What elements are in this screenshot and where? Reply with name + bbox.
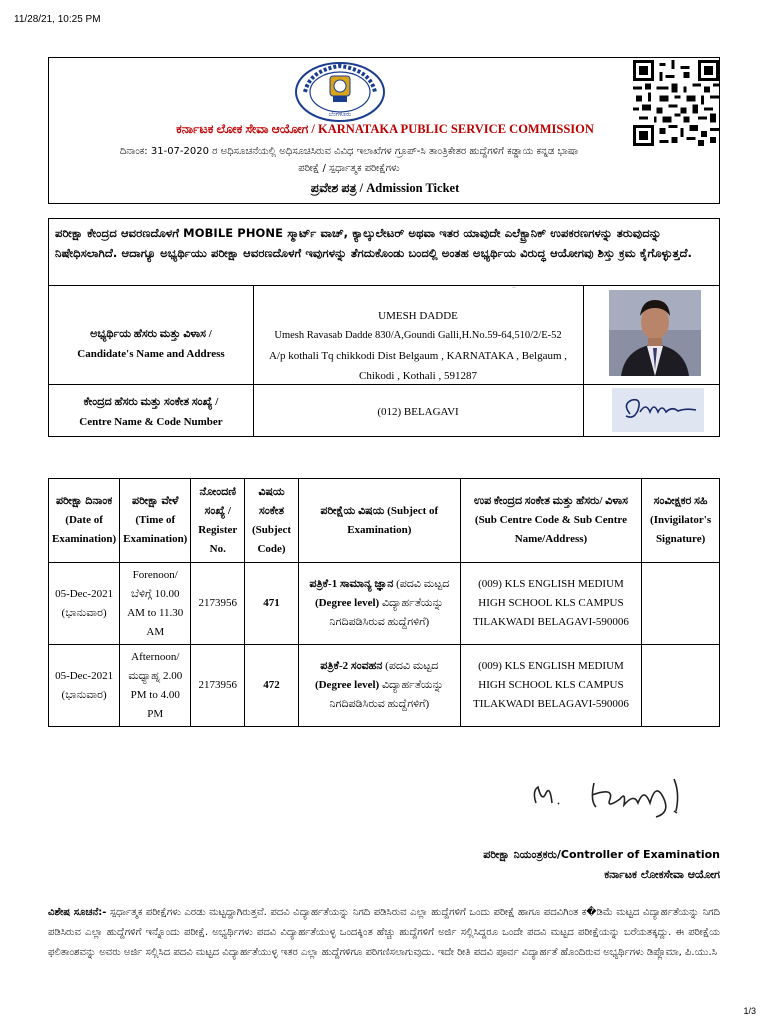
centre-name-label	[49, 392, 253, 432]
exam-date-value: 05-Dec-2021	[55, 587, 114, 600]
sub-centre: (009) KLS ENGLISH MEDIUM HIGH SCHOOL KLS CAMPUS TILAKWADI BELAGAVI-590006	[460, 645, 641, 727]
register-number: 2173956	[191, 563, 245, 645]
candidate-name-label-kn: ಅಭ್ಯರ್ಥಿಯ ಹೆಸರು ಮತ್ತು ವಿಳಾಸ /	[90, 328, 212, 340]
header-time: ಪರೀಕ್ಷಾ ವೇಳೆ (Time of Examination)	[120, 479, 191, 563]
subject-title: ಪತ್ರಿಕೆ-2 ಸಂವಹನ	[320, 660, 383, 672]
candidate-address-line-2: A/p kothali Tq chikkodi Dist Belgaum , KARNATAKA , Belgaum ,	[268, 350, 568, 362]
controller-title-line-2: ಕರ್ನಾಟಕ ಲೋಕಸೇವಾ ಆಯೋಗ	[604, 868, 720, 881]
subject-level: (Degree level)	[314, 597, 380, 609]
exam-schedule-table	[48, 478, 720, 727]
admission-ticket-title: ಪ್ರವೇಶ ಪತ್ರ / Admission Ticket	[310, 181, 460, 195]
exam-subject	[298, 645, 460, 727]
table-divider	[583, 286, 584, 436]
table-row	[49, 645, 720, 727]
exam-time: Forenoon/ ಬೆಳಿಗ್ಗೆ 10.00 AM to 11.30 AM	[120, 563, 191, 645]
ticket-header	[48, 57, 720, 204]
note-label: ವಿಶೇಷ ಸೂಚನೆ:-	[48, 907, 107, 918]
subject-detail: (ಪದವಿ ಮಟ್ಟದ	[393, 578, 450, 590]
candidate-signature	[512, 288, 704, 432]
invigilator-signature	[642, 563, 720, 645]
candidate-details-table	[48, 285, 720, 437]
subject-code: 471	[245, 563, 299, 645]
exam-date	[49, 563, 120, 645]
controller-title	[483, 845, 720, 885]
header-sub-centre: ಉಪ ಕೇಂದ್ರದ ಸಂಕೇತ ಮತ್ತು ಹೆಸರು/ ವಿಳಾಸ (Sub Centre Code & Sub Centre Name/Address)	[460, 479, 641, 563]
invigilator-signature	[642, 645, 720, 727]
centre-name-label-en: Centre Name & Code Number	[79, 416, 223, 428]
special-instruction	[48, 903, 720, 963]
table-row	[49, 563, 720, 645]
notification-line-1: ದಿನಾಂಕ: 31-07-2020 ರ ಅಧಿಸೂಚನೆಯಲ್ಲಿ ಅಧಿಸೂಚಿಸಿರುವ ವಿವಿಧ ಇಲಾಖೆಗಳ ಗ್ರೂಪ್-ಸಿ ತಾಂತ್ರಿಕೇತರ ಹುದ್ದೆಗಳಿಗೆ ಕಡ್ಡಾಯ ಕನ್ನಡ ಭಾಷಾ	[119, 146, 579, 157]
candidate-address-line-3: Chikodi , Kothali , 591287	[359, 370, 477, 382]
candidate-photo	[609, 290, 701, 376]
exam-day-value: (ಭಾನುವಾರ)	[61, 606, 107, 619]
commission-title: ಕರ್ನಾಟಕ ಲೋಕ ಸೇವಾ ಆಯೋಗ / KARNATAKA PUBLIC SERVICE COMMISSION	[176, 122, 594, 136]
candidate-name-address	[253, 306, 583, 386]
header-subject: ಪರೀಕ್ಷೆಯ ವಿಷಯ (Subject of Examination)	[298, 479, 460, 563]
candidate-name-label-en: Candidate's Name and Address	[77, 348, 225, 360]
header-subject-code: ವಿಷಯ ಸಂಕೇತ (Subject Code)	[245, 479, 299, 563]
centre-name-label-kn: ಕೇಂದ್ರದ ಹೆಸರು ಮತ್ತು ಸಂಕೇತ ಸಂಖ್ಯೆ /	[83, 396, 219, 408]
exam-day-value: (ಭಾನುವಾರ)	[61, 688, 107, 701]
note-text: ಸ್ಪರ್ಧಾತ್ಮಕ ಪರೀಕ್ಷೆಗಳು ಎರಡು ಮಟ್ಟದ್ದಾಗಿರುತ್ತವೆ. ಪದವಿ ವಿದ್ಯಾರ್ಹತೆಯನ್ನು ನಿಗದಿ ಪಡಿಸಿರುವ ಎಲ್ಲಾ ಹುದ್ದೆಗಳಿಗೆ ಒಂದು ಪರೀಕ್ಷೆ ಹಾಗೂ ಪದವಿಗಿಂತ ಕ�ಡಿಮೆ ಮಟ್ಟದ ವಿದ್ಯಾರ್ಹತೆಯನ್ನು ನಿಗದಿ ಪಡಿಸಿರುವ ಎಲ್ಲಾ ಹುದ್ದೆಗಳಿಗೆ ಇನ್ನೊಂದು ಪರೀಕ್ಷೆ. ಅಭ್ಯರ್ಥಿಗಳು ಪದವಿ ವಿದ್ಯಾರ್ಹತೆಯುಳ್ಳ ಒಂದಕ್ಕಿಂತ ಹೆಚ್ಚು ಹುದ್ದೆಗಳಿಗೆ ಅರ್ಜಿ ಸಲ್ಲಿಸಿದ್ದರೂ ಒಂದೇ ಪದವಿ ಮಟ್ಟದ ಪರೀಕ್ಷೆಯನ್ನು ಬರೆಯತಕ್ಕದ್ದು. ಈ ಪರೀಕ್ಷೆಯ ಫಲಿತಾಂಶವನ್ನು ಅವರು ಅರ್ಜಿ ಸಲ್ಲಿಸಿದ ಪದವಿ ಮಟ್ಟದ ವಿದ್ಯಾರ್ಹತೆಯುಳ್ಳ ಇತರ ಎಲ್ಲಾ ಹುದ್ದೆಗಳಿಗೂ ಪರಿಗಣಿಸಲಾಗುವುದು. ಇದೇ ರೀತಿ ಪದವಿ ಪೂರ್ವ ವಿದ್ಯಾರ್ಹತೆ ಹೊಂದಿರುವ ಅಭ್ಯರ್ಥಿಗಳು ಡಿಪ್ಲೊಮಾ, ಪಿ.ಯು.ಸಿ	[48, 907, 720, 958]
emblem-caption: ಬೆಂಗಳೂರು	[328, 111, 352, 118]
print-timestamp: 11/28/21, 10:25 PM	[14, 14, 101, 25]
table-header-row	[49, 479, 720, 563]
notification-line-2: ಪರೀಕ್ಷೆ / ಸ್ಪರ್ಧಾತ್ಮಕ ಪರೀಕ್ಷೆಗಳು	[298, 163, 400, 174]
candidate-name: UMESH DADDE	[378, 310, 458, 322]
exam-date	[49, 645, 120, 727]
header-register: ನೋಂದಣಿ ಸಂಖ್ಯೆ / Register No.	[191, 479, 245, 563]
page-number: 1/3	[743, 1006, 756, 1016]
register-number: 2173956	[191, 645, 245, 727]
subject-title: ಪತ್ರಿಕೆ-1 ಸಾಮಾನ್ಯ ಜ್ಞಾನ	[309, 578, 394, 590]
kpsc-emblem-icon	[295, 62, 385, 122]
exam-subject	[298, 563, 460, 645]
subject-tail: ವಿದ್ಯಾರ್ಹತೆಯನ್ನು ನಿಗದಿಪಡಿಸಿರುವ ಹುದ್ದೆಗಳಿಗೆ)	[329, 679, 444, 710]
exam-date-value: 05-Dec-2021	[55, 669, 114, 682]
centre-name: (012) BELAGAVI	[377, 406, 459, 418]
electronic-devices-warning: ಪರೀಕ್ಷಾ ಕೇಂದ್ರದ ಆವರಣದೊಳಗೆ MOBILE PHONE ಸ್ಮಾರ್ಟ್ ವಾಚ್, ಕ್ಯಾಲ್ಕುಲೇಟರ್ ಅಥವಾ ಇತರ ಯಾವುದೇ ಎಲೆಕ್ಟ್ರಾನಿಕ್ ಉಪಕರಣಗಳನ್ನು ತರುವುದನ್ನು ನಿಷೇಧಿಸಲಾಗಿದೆ. ಆದಾಗ್ಯೂ ಅಭ್ಯರ್ಥಿಯು ಪರೀಕ್ಷಾ ಆವರಣದೊಳಗೆ ಇವುಗಳನ್ನು ತೆಗದುಕೊಂಡು ಬಂದಲ್ಲಿ ಅಂತಹ ಅಭ್ಯರ್ಥಿಯ ವಿರುದ್ಧ ಆಯೋಗವು ಶಿಸ್ತು ಕ್ರಮ ಕೈಗೊಳ್ಳುತ್ತದೆ.	[48, 218, 720, 286]
subject-detail: (ಪದವಿ ಮಟ್ಟದ	[382, 660, 439, 672]
exam-time: Afternoon/ ಮಧ್ಯಾಹ್ನ 2.00 PM to 4.00 PM	[120, 645, 191, 727]
header-date: ಪರೀಕ್ಷಾ ದಿನಾಂಕ (Date of Examination)	[49, 479, 120, 563]
subject-level: (Degree level)	[314, 679, 380, 691]
subject-tail: ವಿದ್ಯಾರ್ಹತೆಯನ್ನು ನಿಗದಿಪಡಿಸಿರುವ ಹುದ್ದೆಗಳಿಗೆ)	[329, 597, 444, 628]
sub-centre: (009) KLS ENGLISH MEDIUM HIGH SCHOOL KLS CAMPUS TILAKWADI BELAGAVI-590006	[460, 563, 641, 645]
header-invigilator: ಸಂವೀಕ್ಷಕರ ಸಹಿ (Invigilator's Signature)	[642, 479, 720, 563]
candidate-name-label	[49, 324, 253, 364]
notification-text	[59, 143, 639, 177]
signature-text: Umesh	[512, 288, 516, 289]
candidate-address-line-1: Umesh Ravasab Dadde 830/A,Goundi Galli,H.No.59-64,510/2/E-52	[274, 330, 562, 341]
controller-title-line-1: ಪರೀಕ್ಷಾ ನಿಯಂತ್ರಕರು/Controller of Examination	[483, 848, 720, 861]
subject-code: 472	[245, 645, 299, 727]
controller-signature	[524, 773, 704, 823]
